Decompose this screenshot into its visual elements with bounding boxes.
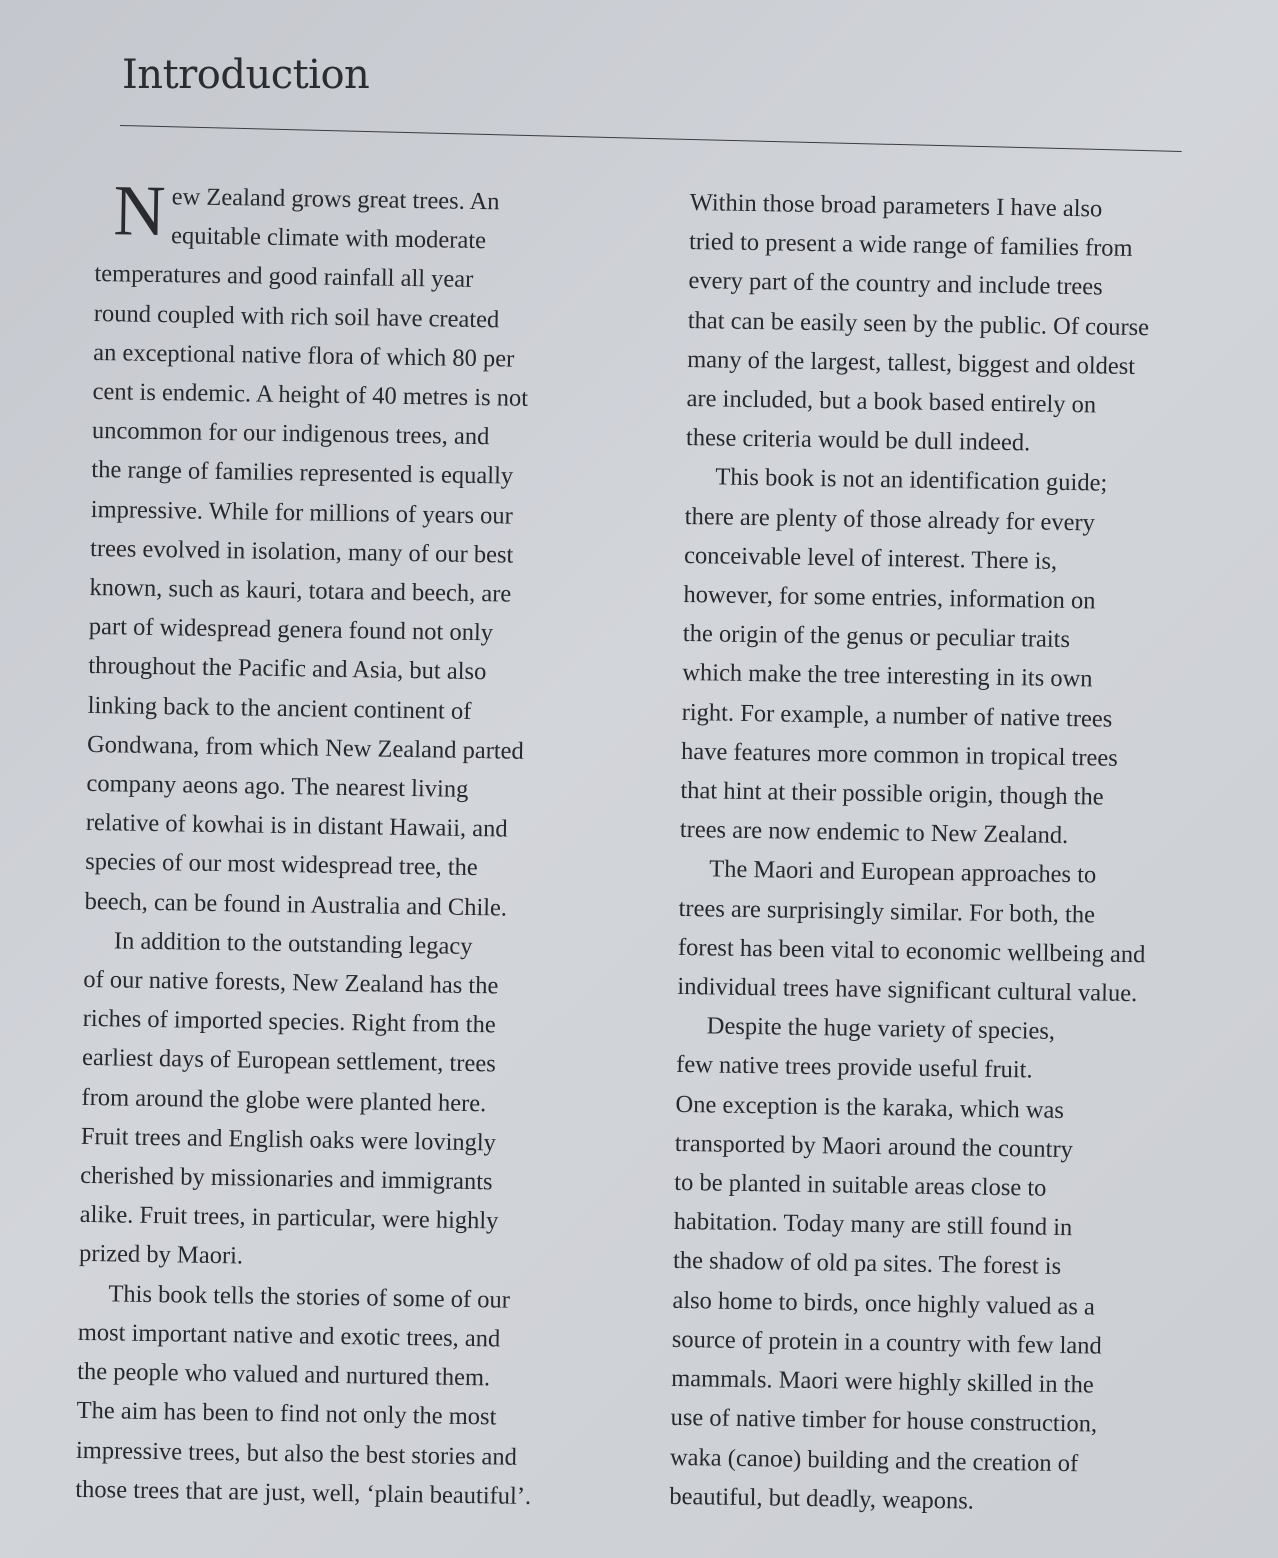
text-line: round coupled with rich soil have created — [93, 299, 500, 333]
text-line: have features more common in tropical trees — [680, 737, 1118, 772]
text-line: species of our most widespread tree, the — [85, 848, 478, 882]
text-line: uncommon for our indigenous trees, and — [91, 417, 490, 451]
text-line: the origin of the genus or peculiar traits — [682, 620, 1071, 654]
text-line: temperatures and good rainfall all year — [94, 260, 474, 294]
text-line: known, such as kauri, totara and beech, are — [89, 573, 512, 608]
text-line: trees are now endemic to New Zealand. — [679, 816, 1069, 850]
text-line: waka (canoe) building and the creation of — [669, 1443, 1079, 1477]
text-line: One exception is the karaka, which was — [675, 1090, 1065, 1124]
text-line: are included, but a book based entirely on — [686, 384, 1097, 419]
text-line: to be planted in suitable areas close to — [674, 1168, 1047, 1202]
text-line: transported by Maori around the country — [674, 1129, 1074, 1164]
text-line: which make the tree interesting in its own — [682, 659, 1093, 693]
right-column-text — [669, 183, 1210, 1524]
text-line: right. For example, a number of native trees — [681, 698, 1113, 733]
text-line: Despite the huge variety of species, — [706, 1012, 1056, 1046]
text-line: beech, can be found in Australia and Chile. — [84, 887, 508, 922]
text-line: that hint at their possible origin, though the — [680, 776, 1104, 811]
text-line: use of native timber for house construction, — [670, 1404, 1098, 1438]
text-line: part of widespread genera found not only — [88, 613, 494, 647]
text-line: the shadow of old pa sites. The forest is — [672, 1247, 1062, 1281]
text-line: every part of the country and include trees — [688, 267, 1103, 301]
left-column — [75, 170, 616, 1517]
text-line: these criteria would be dull indeed. — [685, 424, 1031, 457]
text-line: beautiful, but deadly, weapons. — [669, 1482, 975, 1515]
text-line: cent is endemic. A height of 40 metres is not — [92, 377, 529, 412]
text-line: forest has been vital to economic wellbeing and — [677, 933, 1146, 969]
text-line: Within those broad parameters I have also — [689, 188, 1103, 223]
page-title: Introduction — [122, 52, 370, 98]
text-line: riches of imported species. Right from the — [82, 1005, 496, 1039]
text-line: source of protein in a country with few land — [671, 1325, 1102, 1360]
right-column — [669, 183, 1210, 1524]
text-line: most important native and exotic trees, and — [77, 1318, 501, 1353]
text-line: those trees that are just, well, ‘plain beautiful’. — [75, 1475, 532, 1510]
text-line: throughout the Pacific and Asia, but also — [88, 652, 487, 686]
text-line: trees evolved in isolation, many of our best — [89, 534, 514, 569]
text-line: however, for some entries, information on — [683, 580, 1096, 615]
text-line: This book tells the stories of some of our — [108, 1280, 511, 1314]
text-line: The aim has been to find not only the most — [76, 1397, 497, 1431]
text-line: from around the globe were planted here. — [81, 1083, 487, 1117]
text-line: conceivable level of interest. There is, — [683, 541, 1058, 575]
text-line: the people who valued and nurtured them. — [77, 1357, 491, 1392]
text-line: mammals. Maori were highly skilled in the — [671, 1364, 1094, 1399]
text-line: linking back to the ancient continent of — [87, 691, 472, 725]
text-line: the range of families represented is equally — [91, 456, 514, 491]
text-line: Gondwana, from which New Zealand parted — [86, 730, 524, 765]
text-line: impressive trees, but also the best stories and — [75, 1436, 518, 1471]
left-column-text — [75, 170, 616, 1517]
text-line: relative of kowhai is in distant Hawaii, and — [85, 809, 508, 843]
text-line: there are plenty of those already for every — [684, 502, 1096, 537]
text-line: also home to birds, once highly valued as a — [672, 1286, 1096, 1321]
text-line: equitable climate with moderate — [170, 222, 487, 255]
text-line: Fruit trees and English oaks were lovingly — [80, 1122, 497, 1157]
text-line: ew Zealand grows great trees. An — [171, 183, 500, 216]
text-line: tried to present a wide range of families from — [688, 228, 1133, 263]
drop-cap: N — [112, 170, 167, 252]
text-line: trees are surprisingly similar. For both, the — [678, 894, 1096, 929]
text-line: earliest days of European settlement, trees — [81, 1044, 496, 1078]
text-line: The Maori and European approaches to — [709, 855, 1097, 889]
text-line: that can be easily seen by the public. Of course — [687, 306, 1150, 341]
text-line: In addition to the outstanding legacy — [113, 927, 473, 960]
text-line: many of the largest, tallest, biggest and oldest — [687, 345, 1136, 380]
text-line: habitation. Today many are still found in — [673, 1208, 1073, 1242]
text-line: cherished by missionaries and immigrants — [80, 1161, 493, 1196]
text-line: of our native forests, New Zealand has the — [83, 965, 499, 1000]
text-line: impressive. While for millions of years our — [90, 495, 514, 530]
text-line: company aeons ago. The nearest living — [86, 769, 469, 803]
text-line: an exceptional native flora of which 80 per — [93, 338, 515, 373]
heading-rule — [120, 125, 1182, 152]
text-line: few native trees provide useful fruit. — [675, 1051, 1033, 1084]
text-line: This book is not an identification guide; — [715, 463, 1108, 498]
text-line: alike. Fruit trees, in particular, were highly — [79, 1201, 499, 1235]
text-line: prized by Maori. — [78, 1240, 244, 1270]
text-line: individual trees have significant cultural value. — [677, 972, 1138, 1008]
